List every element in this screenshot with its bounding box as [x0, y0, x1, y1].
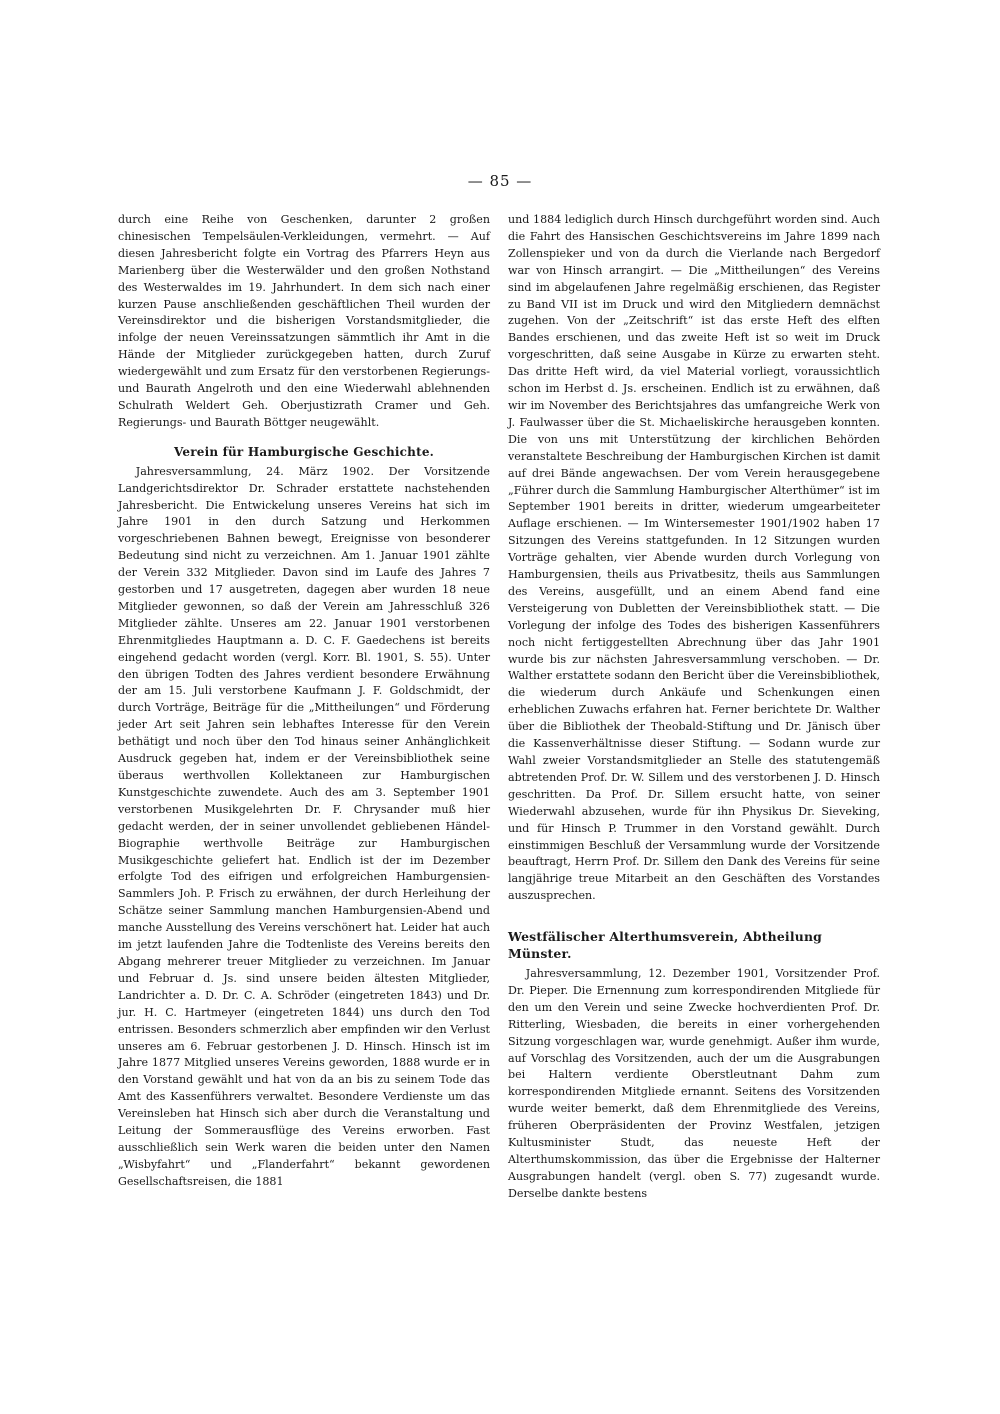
- paragraph-hamburg-report: Jahresversammlung, 24. März 1902. Der Vorsitzende Landgerichtsdirektor Dr. Schrader erstattete nachstehenden Jahresbericht. Die Entwickelung unseres Vereins hat sich im Jahre 1901 in den durch Satzung und Herkommen vorgeschriebenen Bahnen bewegt, Ereignisse von besonderer Bedeutung sind nicht zu verzeichnen. Am 1. Januar 1901 zählte der Verein 332 Mitglieder. Davon sind im Laufe des Jahres 7 gestorben und 17 ausgetreten, dagegen aber wurden 18 neue Mitglieder gewonnen, so daß der Verein am Jahresschluß 326 Mitglieder zählte. Unseres am 22. Januar 1901 verstorbenen Ehrenmitgliedes Hauptmann a. D. C. F. Gaedechens ist bereits eingehend gedacht worden (vergl. Korr. Bl. 1901, S. 55). Unter den übrigen Todten des Jahres verdient besondere Erwähnung der am 15. Juli verstorbene Kaufmann J. F. Goldschmidt, der durch Vorträge, Beiträge für die „Mittheilungen“ und Förderung jeder Art seit Jahren sein lebhaftes Interesse für den Verein bethätigt und noch über den Tod hinaus seiner Anhänglichkeit Ausdruck gegeben hat, indem er der Vereinsbibliothek seine überaus werthvollen Kollektaneen zur Hamburgischen Kunstgeschichte zuwendete. Auch des am 3. September 1901 verstorbenen Musikgelehrten Dr. F. Chrysander muß hier gedacht werden, der in seiner unvollendet gebliebenen Händel-Biographie werthvolle Beiträge zur Hamburgischen Musikgeschichte geliefert hat. Endlich ist der im Dezember erfolgte Tod des eifrigen und erfolgreichen Hamburgensien-Sammlers Joh. P. Frisch zu erwähnen, der durch Herleihung der Schätze seiner Sammlung manchen Hamburgensien-Abend und manche Ausstellung des Vereins verschönert hat. Leider hat auch im jetzt laufenden Jahre die Todtenliste des Vereins bereits den Abgang mehrerer treuer Mitglieder zu verzeichnen. Im Januar und Februar d. Js. sind unsere beiden ältesten Mitglieder, Landrichter a. D. Dr. C. A. Schröder (eingetreten 1843) und Dr. jur. H. C. Hartmeyer (eingetreten 1844) uns durch den Tod entrissen. Besonders schmerzlich aber empfinden wir den Verlust unseres am 6. Februar gestorbenen J. D. Hinsch. Hinsch ist im Jahre 1877 Mitglied unseres Vereins geworden, 1888 wurde er in den Vorstand gewählt und hat von da an bis zu seinem Tode das Amt des Kassenführers verwaltet. Besondere Verdienste um das Vereinsleben hat Hinsch sich aber durch die Veranstaltung und Leitung der Sommerausflüge des Vereins erworben. Fast ausschließlich sein Werk waren die beiden unter den Namen „Wisbyfahrt“ und „Flanderfahrt“ bekannt gewordenen Gesellschaftsreisen, die 1881: [118, 464, 490, 1188]
- left-column: [118, 212, 490, 1191]
- section-heading-hamburg: Verein für Hamburgische Geschichte.: [173, 444, 435, 459]
- right-column: [508, 212, 880, 1203]
- paragraph-continuation: durch eine Reihe von Geschenken, darunter 2 großen chinesischen Tempelsäulen-Verkleidungen, vermehrt. — Auf diesen Jahresbericht folgte ein Vortrag des Pfarrers Heyn aus Marienberg über die Westerwälder und den großen Nothstand des Westerwaldes im 19. Jahrhundert. In dem sich nach einer kurzen Pause anschließenden geschäftlichen Theil wurden der Vereinsdirektor und die bisherigen Vorstandsmitglieder, die infolge der neuen Vereinssatzungen sämmtlich ihr Amt in die Hände der Mitglieder zurückgegeben hatten, durch Zuruf wiedergewählt und zum Ersatz für den verstorbenen Regierungs- und Baurath Angelroth und den eine Wiederwahl ablehnenden Schulrath Weldert Geh. Oberjustizrath Cramer und Geh. Regierungs- und Baurath Böttger neugewählt.: [118, 213, 490, 429]
- paragraph-hamburg-continuation: und 1884 lediglich durch Hinsch durchgeführt worden sind. Auch die Fahrt des Hansischen Geschichtsvereins im Jahre 1899 nach Zollenspieker und von da durch die Vierlande nach Bergedorf war von Hinsch arrangirt. — Die „Mittheilungen“ des Vereins sind im abgelaufenen Jahre regelmäßig erschienen, das Register zu Band VII ist im Druck und wird den Mitgliedern demnächst zugehen. Von der „Zeitschrift“ ist das erste Heft des elften Bandes erschienen, und das zweite Heft ist so weit im Druck vorgeschritten, daß seine Ausgabe in Kürze zu erwarten steht. Das dritte Heft wird, da viel Material vorliegt, voraussichtlich schon im Herbst d. Js. erscheinen. Endlich ist zu erwähnen, daß wir im November des Berichtsjahres das umfangreiche Werk von J. Faulwasser über die St. Michaeliskirche herausgeben konnten. Die von uns mit Unterstützung der kirchlichen Behörden veranstaltete Beschreibung der Hamburgischen Kirchen ist damit auf drei Bände angewachsen. Der vom Verein herausgegebene „Führer durch die Sammlung Hamburgischer Alterthümer“ ist im September 1901 bereits in dritter, wiederum umgearbeiteter Auflage erschienen. — Im Wintersemester 1901/1902 haben 17 Sitzungen des Vereins stattgefunden. In 12 Sitzungen wurden Vorträge gehalten, vier Abende wurden durch Vorlegung von Hamburgensien, theils aus Privatbesitz, theils aus Sammlungen des Vereins, ausgefüllt, und an einem Abend fand eine Versteigerung von Dubletten der Vereinsbibliothek statt. — Die Vorlegung der infolge des Todes des bisherigen Kassenführers noch nicht fertiggestellten Abrechnung über das Jahr 1901 wurde bis zur nächsten Jahresversammlung verschoben. — Dr. Walther erstattete sodann den Bericht über die Vereinsbibliothek, die wiederum durch Ankäufe und Schenkungen einen erheblichen Zuwachs erfahren hat. Ferner berichtete Dr. Walther über die Bibliothek der Theobald-Stiftung und Dr. Jänisch über die Kassenverhältnisse dieser Stiftung. — Sodann wurde zur Wahl zweier Vorstandsmitglieder an Stelle des statutengemäß abtretenden Prof. Dr. W. Sillem und des verstorbenen J. D. Hinsch geschritten. Da Prof. Dr. Sillem ersucht hatte, von seiner Wiederwahl abzusehen, wurde für ihn Physikus Dr. Sieveking, und für Hinsch P. Trummer in den Vorstand gewählt. Durch einstimmigen Beschluß der Versammlung wurde der Vorsitzende beauftragt, Herrn Prof. Dr. Sillem den Dank des Vereins für seine langjährige treue Mitarbeit an den Geschäften des Vorstandes auszusprechen.: [508, 213, 880, 903]
- page-number: — 85 —: [467, 172, 533, 190]
- paragraph-westfalen-report: Jahresversammlung, 12. Dezember 1901, Vorsitzender Prof. Dr. Pieper. Die Ernennung zum korrespondirenden Mitgliede für den um den Verein und seine Zwecke hochverdienten Prof. Dr. Ritterling, Wiesbaden, die bereits in einer vorhergehenden Sitzung vorgeschlagen war, wurde genehmigt. Außer ihm wurde, auf Vorschlag des Vorsitzenden, auch der um die Ausgrabungen bei Haltern verdiente Oberstleutnant Dahm zum korrespondirenden Mitgliede ernannt. Seitens des Vorsitzenden wurde weiter bemerkt, daß dem Ehrenmitgliede des Vereins, früheren Oberpräsidenten der Provinz Westfalen, jetzigen Kultusminister Studt, das neueste Heft der Alterthumskommission, das über die Ergebnisse der Halterner Ausgrabungen handelt (vergl. oben S. 77) zugesandt wurde. Derselbe dankte bestens: [508, 966, 880, 1200]
- section-heading-westfalen: Westfälischer Alterthumsverein, Abtheilung Münster.: [508, 929, 823, 962]
